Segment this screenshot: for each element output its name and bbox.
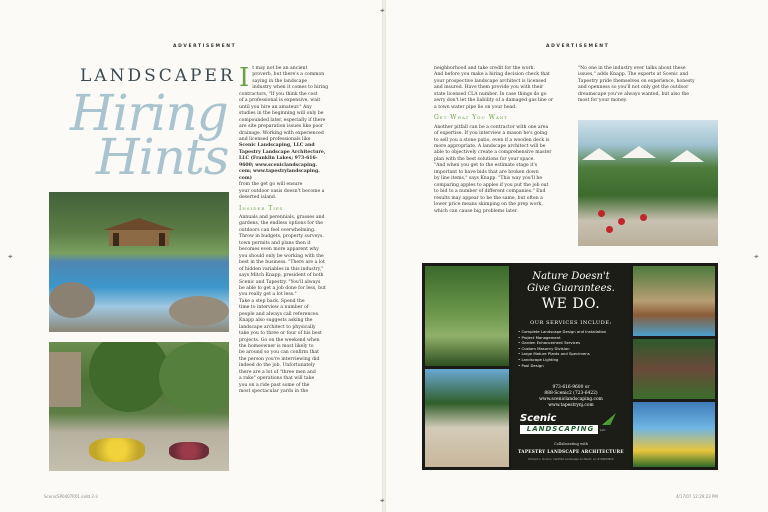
advertisement-label-left: ADVERTISEMENT — [173, 44, 237, 49]
ad-service-item: • Large Mature Plants and Specimens — [518, 351, 590, 357]
subhead-insider-tips: Insider Tips — [239, 204, 284, 212]
text-line: Tapestry Landscape Architecture, — [239, 149, 326, 155]
column-1 — [239, 63, 335, 396]
ad-tapestry-name: TAPESTRY LANDSCAPE ARCHITECTURE — [518, 449, 624, 454]
title-landscaper: LANDSCAPER — [80, 66, 236, 86]
ad-photo-pool-deck — [633, 266, 715, 336]
text-line: be around so you can confirm that — [239, 350, 319, 356]
registration-mark-right: ⌖ — [754, 252, 759, 261]
ad-phone-2: 888-Scenic2 (723-6422) — [544, 391, 598, 396]
tree — [159, 342, 229, 412]
text-line: 9600; www.sceniclandscaping. — [239, 162, 318, 168]
get-what-you-want-body — [434, 125, 570, 215]
text-line: you on a ride past some of the — [239, 382, 310, 388]
text-line: your prospective landscape architect is licensed — [434, 78, 547, 84]
yellow-flower-bed — [89, 438, 145, 462]
text-line: most spectacular yards in the — [239, 389, 309, 395]
ad-url-tapestry[interactable]: www.tapestrynj.com — [548, 403, 594, 408]
text-line: Tapestry pride themselves on experience, honesty — [578, 78, 695, 84]
text-line: industry when it comes to hiring — [252, 85, 329, 91]
text-line: are site preparation issues like poor — [239, 124, 324, 130]
text-line: be able to get a job done for less, but — [239, 285, 326, 291]
red-flowers — [598, 210, 605, 217]
text-line: town permits and plans then it — [239, 240, 311, 246]
text-line: state licensed CLA number. In case things do go — [434, 91, 547, 97]
column-2-top — [434, 66, 570, 111]
text-line: to sell you a stone patio, even if a wooden deck is — [434, 137, 550, 143]
text-line: proverb, but there's a common — [252, 72, 325, 78]
ad-services-list — [518, 329, 628, 368]
ad-service-item: • Complete Landscape Design and Installation — [518, 329, 607, 334]
ad-phone-1: 973-616-9600 or — [552, 385, 590, 390]
umbrella — [622, 146, 656, 158]
text-line: from the get go will ensure — [239, 182, 303, 188]
drop-cap: I — [239, 63, 250, 93]
text-line: t may not be an ancient — [252, 66, 308, 71]
text-line: gardens, the endless options for the — [239, 221, 323, 227]
text-line: Throw in budgets, property surveys, — [239, 234, 324, 240]
text-line: time to interview a number of — [239, 305, 309, 311]
house-wall — [49, 352, 81, 407]
red-flowers — [606, 226, 613, 233]
text-line: neighborhood and take credit for the work. — [434, 66, 535, 71]
text-line: comparing apples to apples if you put the job out — [434, 182, 549, 188]
text-line: Another pitfall can be a contractor with one area — [434, 124, 549, 130]
text-line: results may appear to be the same, but often a — [434, 195, 543, 201]
ad-headline — [512, 271, 630, 295]
ad-service-item: • Landscape Lighting — [518, 356, 559, 362]
subhead-get-what-you-want: Get What You Want — [434, 114, 508, 122]
ad-contact-info — [512, 385, 630, 409]
column-1-intro-end — [239, 182, 335, 201]
title-script-hiring: Hiring — [70, 84, 228, 142]
text-line: people and always call references. — [239, 311, 320, 317]
ad-we-do: WE DO. — [541, 296, 601, 312]
text-line: a town water pipe lie on your head. — [434, 104, 517, 110]
red-flowers — [618, 218, 625, 225]
umbrella — [582, 148, 616, 160]
text-line: and insured. Have them provide you with their — [434, 85, 544, 91]
red-flowers — [640, 214, 647, 221]
ad-headline-line-2: Give Guarantees. — [527, 283, 615, 294]
text-line: Knapp also suggests asking the — [239, 318, 313, 324]
column-1-intro — [239, 63, 335, 143]
text-line: And before you make a hiring decision check that — [434, 72, 550, 78]
text-line: most for your money. — [578, 98, 628, 104]
text-line: Scenic and Tapestry. "You'll always — [239, 279, 321, 285]
text-line: best in the business. "There are a lot — [239, 260, 325, 266]
text-line: Scenic Landscaping, LLC and — [239, 143, 315, 149]
text-line: take you to three or four of his best — [239, 331, 322, 337]
text-line: saying in the landscape — [252, 78, 308, 84]
text-line: until you hire an amateur." Any — [239, 104, 312, 110]
text-line: contractors, "If you think the cost — [239, 91, 318, 97]
ad-photo-stone-house — [633, 339, 715, 399]
ad-photo-garden-steps — [425, 266, 509, 366]
logo-llc: LLC — [600, 428, 606, 432]
registration-mark-top: ⌖ — [380, 6, 385, 15]
text-line: and openness so you'll not only get the outdoor — [578, 85, 689, 91]
ad-services-title: OUR SERVICES INCLUDE: — [530, 320, 612, 326]
text-line: indeed do the job. Unfortunately — [239, 363, 316, 369]
ad-url-scenic[interactable]: www.sceniclandscaping.com — [539, 397, 603, 402]
text-line: dreamscape you've always wanted, but also the — [578, 91, 689, 97]
text-line: drainage. Working with experienced — [239, 130, 324, 136]
text-line: a rake" operations that will take — [239, 376, 315, 382]
gazebo-shape — [103, 218, 175, 248]
text-line: to bid to a number of different companies." End — [434, 189, 546, 195]
text-line: LLC (Franklin Lakes; 973-616- — [239, 156, 318, 162]
text-line: plan with the best solutions for your space. — [434, 156, 535, 162]
ad-text-panel — [512, 263, 630, 470]
text-line: and licensed professionals like — [239, 136, 311, 142]
text-line: outdoors can feel overwhelming. — [239, 227, 316, 233]
text-line: of a professional is expensive, wait — [239, 98, 321, 104]
scenic-landscaping-logo — [520, 413, 622, 439]
text-line: which can cause big problems later. — [434, 208, 518, 214]
text-line: you should only be working with the — [239, 253, 324, 259]
text-line: more appropriate. A landscape architect will be — [434, 143, 546, 149]
column-3-body — [578, 66, 720, 105]
text-line: "No one in the industry ever talks about these — [578, 66, 686, 71]
file-slug-right: 4/17/07 12:29:23 PM — [676, 494, 718, 499]
advertisement-label-right: ADVERTISEMENT — [546, 44, 610, 49]
text-line: you really get a lot less." — [239, 292, 297, 298]
text-line: important to have bids that are broken down — [434, 169, 539, 175]
patio-umbrella-photo — [578, 120, 718, 246]
text-line: awry don't let the liability of a damaged gas line or — [434, 98, 554, 104]
ad-service-item: • Project Management — [518, 334, 561, 340]
text-line: deserted island. — [239, 195, 277, 201]
red-flower-bed — [169, 442, 209, 460]
text-line: projects. Go on the weekend when — [239, 337, 320, 343]
boulder — [169, 296, 229, 326]
text-line: able to objectively create a comprehensive master — [434, 150, 552, 156]
ad-service-item: • Garden Enhancement Services — [518, 340, 581, 346]
text-line: there are a lot of "three men and — [239, 369, 316, 375]
leaf-icon — [602, 413, 616, 425]
ad-photo-walkway — [425, 369, 509, 467]
text-line: "And when you get to the estimate stage it's — [434, 163, 538, 169]
logo-word-scenic: Scenic — [520, 413, 557, 424]
ad-headline-line-1: Nature Doesn't — [532, 271, 610, 282]
text-line: becomes even more apparent why — [239, 247, 319, 253]
pool-gazebo-photo — [49, 192, 229, 332]
text-line: issues," adds Knapp. The experts at Scenic and — [578, 72, 689, 78]
tree — [89, 342, 169, 412]
text-line: the homeowner is most likely to — [239, 344, 314, 350]
boulder — [49, 282, 95, 318]
company-contact-block — [239, 143, 335, 182]
text-line: compounded later, especially if there — [239, 117, 326, 123]
text-line: of expertise. If you interview a mason he's going — [434, 131, 548, 137]
ad-service-item: • Custom Masonry Division — [518, 345, 570, 351]
file-slug-left: ScenicSP0407R01.indd 2-3 — [44, 494, 98, 499]
text-line: of hidden variables in this industry," — [239, 266, 324, 272]
column-2 — [434, 66, 570, 215]
text-line: your outdoor oasis doesn't become a — [239, 188, 325, 194]
page-gutter — [382, 0, 386, 512]
logo-band-landscaping: LANDSCAPING — [520, 425, 598, 434]
title-script-hints: Hints — [96, 128, 229, 186]
scenic-landscaping-ad — [422, 263, 718, 470]
text-line: says Mitch Knapp, president of both — [239, 273, 324, 279]
text-line: Take a step back. Spend the — [239, 298, 305, 304]
text-line: Annuals and perennials, grasses and — [239, 214, 325, 220]
text-line: the person you're interviewing did — [239, 356, 320, 362]
text-line: by line items," says Knapp. "This way you'll be — [434, 176, 543, 182]
ad-license-line: Richard L. Domini, Certified Landscape Architect, Lic.# 90003824 — [528, 458, 614, 461]
garden-path-photo — [49, 342, 229, 471]
ad-collaborating: Collaborating with — [553, 442, 588, 446]
text-line: landscape architect to physically — [239, 324, 316, 330]
column-3 — [578, 66, 720, 105]
ad-photo-waterfall — [633, 402, 715, 467]
ad-service-item: • Pool Design — [518, 362, 544, 368]
text-line: com; www.tapestrylandscaping. — [239, 169, 320, 175]
registration-mark-left: ⌖ — [8, 252, 13, 261]
text-line: com) — [239, 175, 252, 181]
insider-tips-body — [239, 215, 335, 396]
text-line: studies in the beginning will only be — [239, 111, 324, 117]
umbrella — [670, 150, 704, 162]
text-line: lower price means skimping on the prep work, — [434, 202, 543, 208]
registration-mark-bottom: ⌖ — [380, 496, 385, 505]
